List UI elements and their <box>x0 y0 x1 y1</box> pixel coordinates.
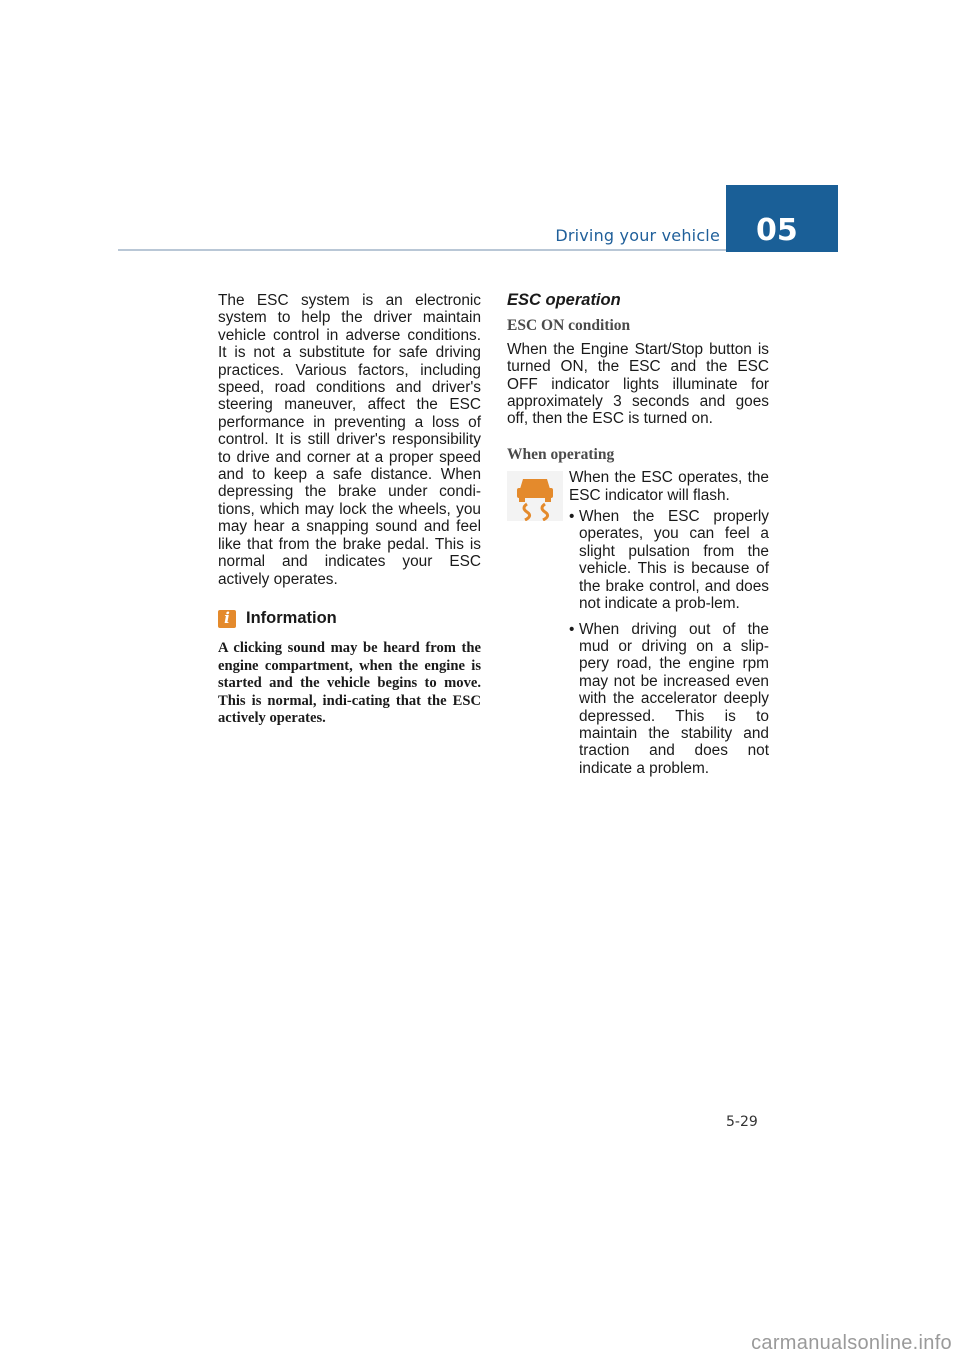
section-title: Driving your vehicle <box>555 226 720 245</box>
chapter-badge <box>726 185 838 252</box>
esc-on-text: When the Engine Start/Stop button is turned ON, the ESC and the ESC OFF indicator lights illuminate for approximately 3 seconds and goes off, then the ESC is turned on. <box>507 340 769 428</box>
chapter-number: 05 <box>756 213 798 248</box>
bullet-text: When driving out of the mud or driving on a slip-pery road, the engine rpm may not be increased even with the accelerator deeply depressed. This is to maintain the stability and traction and does not indicate a problem. <box>579 620 769 777</box>
left-column <box>218 292 481 728</box>
esc-on-heading: ESC ON condition <box>507 317 631 335</box>
operating-block <box>507 469 769 777</box>
info-icon: i <box>218 610 236 628</box>
watermark: carmanualsonline.info <box>751 1332 952 1354</box>
esc-skid-car-icon <box>507 471 563 521</box>
section-heading: ESC operation <box>507 291 621 309</box>
operating-intro: When the ESC operates, the ESC indicator will flash. <box>569 469 769 504</box>
list-item <box>569 508 769 612</box>
info-header <box>218 610 481 628</box>
esc-description: The ESC system is an electronic system to help the driver maintain vehicle control in adverse conditions. It is not a substitute for safe driving practices. Various factors, including speed, road conditions and driver's steering maneuver, affect the ESC performance in preventing a loss of control. It is still driver's responsibility to drive and corner at a proper speed and to keep a safe distance. When depressing the brake under condi-tions, which may lock the wheels, you may hear a snapping sound and feel like that from the brake pedal. This is normal and indicates your ESC actively operates. <box>218 292 481 588</box>
page-number: 5-29 <box>726 1114 758 1130</box>
operating-text <box>569 469 769 777</box>
info-body: A clicking sound may be heard from the engine compartment, when the engine is started and the vehicle begins to move. This is normal, indi-cating that the ESC actively operates. <box>218 639 481 727</box>
header-rule <box>118 249 726 251</box>
bullet-glyph: • <box>569 508 575 526</box>
list-item <box>569 621 769 778</box>
when-operating-heading: When operating <box>507 445 615 463</box>
right-column <box>507 292 769 777</box>
info-title: Information <box>246 609 337 628</box>
bullet-glyph: • <box>569 620 575 638</box>
bullet-text: When the ESC properly operates, you can feel a slight pulsation from the vehicle. This is because of the brake control, and does not indicate a prob-lem. <box>579 508 769 613</box>
